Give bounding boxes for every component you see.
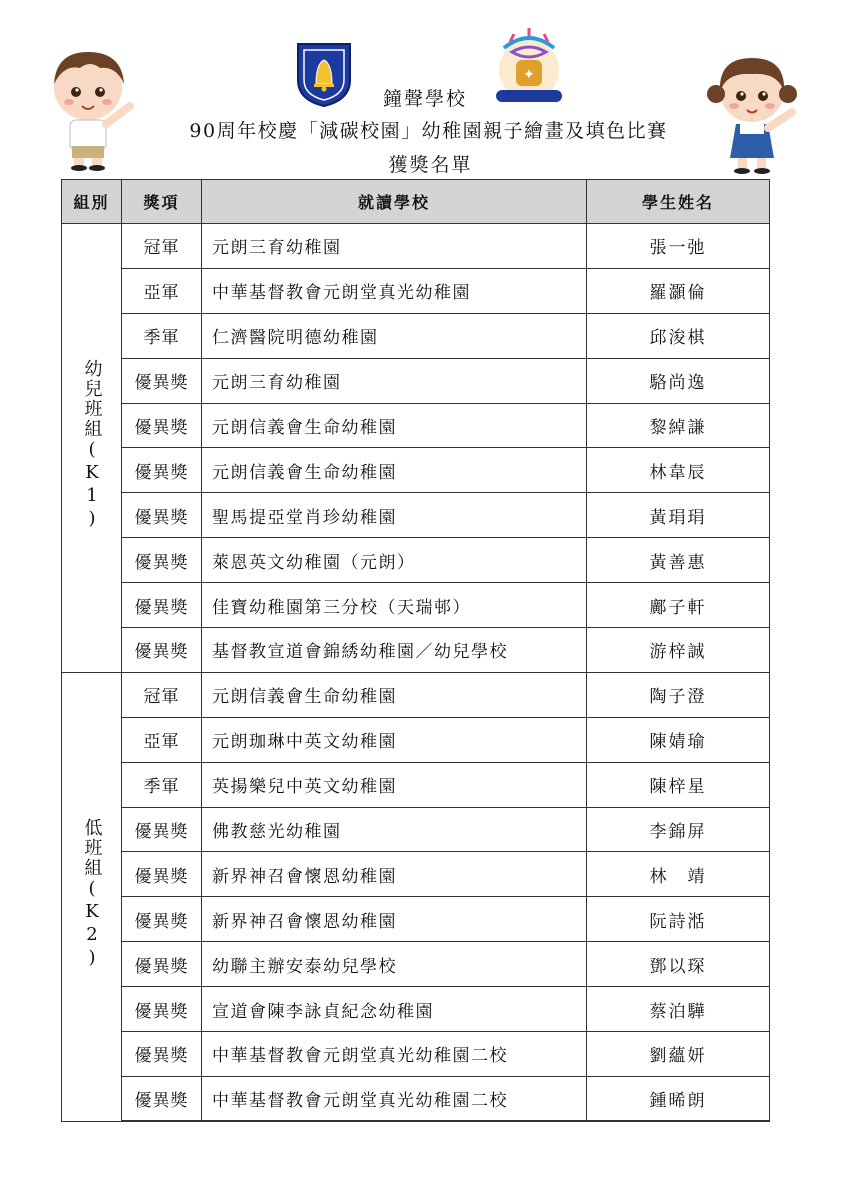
award-cell: 冠軍 (122, 224, 202, 269)
student-name-cell: 鄧以琛 (587, 942, 770, 987)
table-row (62, 268, 770, 313)
award-cell: 優異獎 (122, 807, 202, 852)
award-cell: 季軍 (122, 762, 202, 807)
header-award: 獎項 (122, 180, 202, 224)
student-name-cell: 李錦屏 (587, 807, 770, 852)
school-cell: 中華基督教會元朗堂真光幼稚園二校 (202, 1032, 587, 1077)
student-name-cell: 駱尚逸 (587, 358, 770, 403)
school-cell: 中華基督教會元朗堂真光幼稚園二校 (202, 1076, 587, 1121)
bell-crest-icon (294, 40, 354, 108)
student-name-cell: 林 靖 (587, 852, 770, 897)
svg-text:✦: ✦ (523, 67, 535, 83)
table-row (62, 762, 770, 807)
award-cell: 優異獎 (122, 448, 202, 493)
school-cell: 幼聯主辦安泰幼兒學校 (202, 942, 587, 987)
award-cell: 亞軍 (122, 268, 202, 313)
award-cell: 優異獎 (122, 1076, 202, 1121)
award-cell: 優異獎 (122, 583, 202, 628)
student-name-cell: 鍾晞朗 (587, 1076, 770, 1121)
student-name-cell: 黃善惠 (587, 538, 770, 583)
school-cell: 元朗珈琳中英文幼稚園 (202, 717, 587, 762)
group-label: 低班組(K2) (81, 818, 103, 971)
award-cell: 亞軍 (122, 717, 202, 762)
award-cell: 優異獎 (122, 538, 202, 583)
group-label: 幼兒班組(K1) (81, 359, 103, 532)
award-cell: 冠軍 (122, 672, 202, 717)
table-row (62, 493, 770, 538)
table-row (62, 448, 770, 493)
student-name-cell: 劉蘊妍 (587, 1032, 770, 1077)
school-cell: 英揚樂兒中英文幼稚園 (202, 762, 587, 807)
school-cell: 元朗三育幼稚園 (202, 224, 587, 269)
student-name-cell: 蔡泊驊 (587, 987, 770, 1032)
table-row (62, 897, 770, 942)
awards-table (61, 179, 770, 1122)
school-cell: 萊恩英文幼稚園（元朗） (202, 538, 587, 583)
table-row (62, 358, 770, 403)
school-cell: 新界神召會懷恩幼稚園 (202, 852, 587, 897)
table-row (62, 224, 770, 269)
award-cell: 優異獎 (122, 852, 202, 897)
school-cell: 元朗信義會生命幼稚園 (202, 672, 587, 717)
award-cell: 優異獎 (122, 942, 202, 987)
table-row (62, 403, 770, 448)
student-name-cell: 張一弛 (587, 224, 770, 269)
school-name: 鐘聲學校 (382, 88, 467, 110)
group-cell (62, 672, 122, 1121)
header-student-name: 學生姓名 (587, 180, 770, 224)
document-header (0, 0, 849, 180)
student-name-cell: 黃琄琄 (587, 493, 770, 538)
table-row (62, 807, 770, 852)
table-row (62, 1032, 770, 1077)
table-row (62, 672, 770, 717)
award-cell: 優異獎 (122, 987, 202, 1032)
award-cell: 優異獎 (122, 403, 202, 448)
school-cell: 基督教宣道會錦綉幼稚園／幼兒學校 (202, 628, 587, 673)
student-name-cell: 陶子澄 (587, 672, 770, 717)
student-name-cell: 陳婧瑜 (587, 717, 770, 762)
student-name-cell: 鄺子軒 (587, 583, 770, 628)
table-row (62, 1076, 770, 1121)
school-cell: 中華基督教會元朗堂真光幼稚園 (202, 268, 587, 313)
school-cell: 宣道會陳李詠貞紀念幼稚園 (202, 987, 587, 1032)
student-name-cell: 林韋辰 (587, 448, 770, 493)
table-row (62, 717, 770, 762)
student-name-cell: 陳梓星 (587, 762, 770, 807)
award-cell: 優異獎 (122, 897, 202, 942)
anniversary-badge-icon (484, 26, 574, 112)
group-cell (62, 224, 122, 673)
page-title: 90周年校慶「減碳校園」幼稚園親子繪畫及填色比賽 (189, 120, 668, 142)
award-cell: 季軍 (122, 313, 202, 358)
award-cell: 優異獎 (122, 358, 202, 403)
table-row (62, 987, 770, 1032)
student-name-cell: 羅灝倫 (587, 268, 770, 313)
header-group: 組別 (62, 180, 122, 224)
school-cell: 元朗三育幼稚園 (202, 358, 587, 403)
award-cell: 優異獎 (122, 1032, 202, 1077)
table-row (62, 942, 770, 987)
table-row (62, 313, 770, 358)
student-name-cell: 邱浚棋 (587, 313, 770, 358)
table-row (62, 538, 770, 583)
school-cell: 新界神召會懷恩幼稚園 (202, 897, 587, 942)
school-cell: 元朗信義會生命幼稚園 (202, 403, 587, 448)
award-cell: 優異獎 (122, 493, 202, 538)
school-cell: 仁濟醫院明德幼稚園 (202, 313, 587, 358)
student-name-cell: 游梓誠 (587, 628, 770, 673)
page-subtitle: 獲獎名單 (388, 154, 473, 176)
school-cell: 佛教慈光幼稚園 (202, 807, 587, 852)
school-cell: 元朗信義會生命幼稚園 (202, 448, 587, 493)
table-header-row (62, 180, 770, 224)
table-body (62, 224, 770, 1122)
table-row (62, 628, 770, 673)
school-cell: 佳寶幼稚園第三分校（天瑞邨） (202, 583, 587, 628)
student-name-cell: 黎綽謙 (587, 403, 770, 448)
table-row (62, 852, 770, 897)
award-cell: 優異獎 (122, 628, 202, 673)
student-name-cell: 阮詩湉 (587, 897, 770, 942)
school-cell: 聖馬提亞堂肖珍幼稚園 (202, 493, 587, 538)
table-row (62, 583, 770, 628)
header-school: 就讀學校 (202, 180, 587, 224)
